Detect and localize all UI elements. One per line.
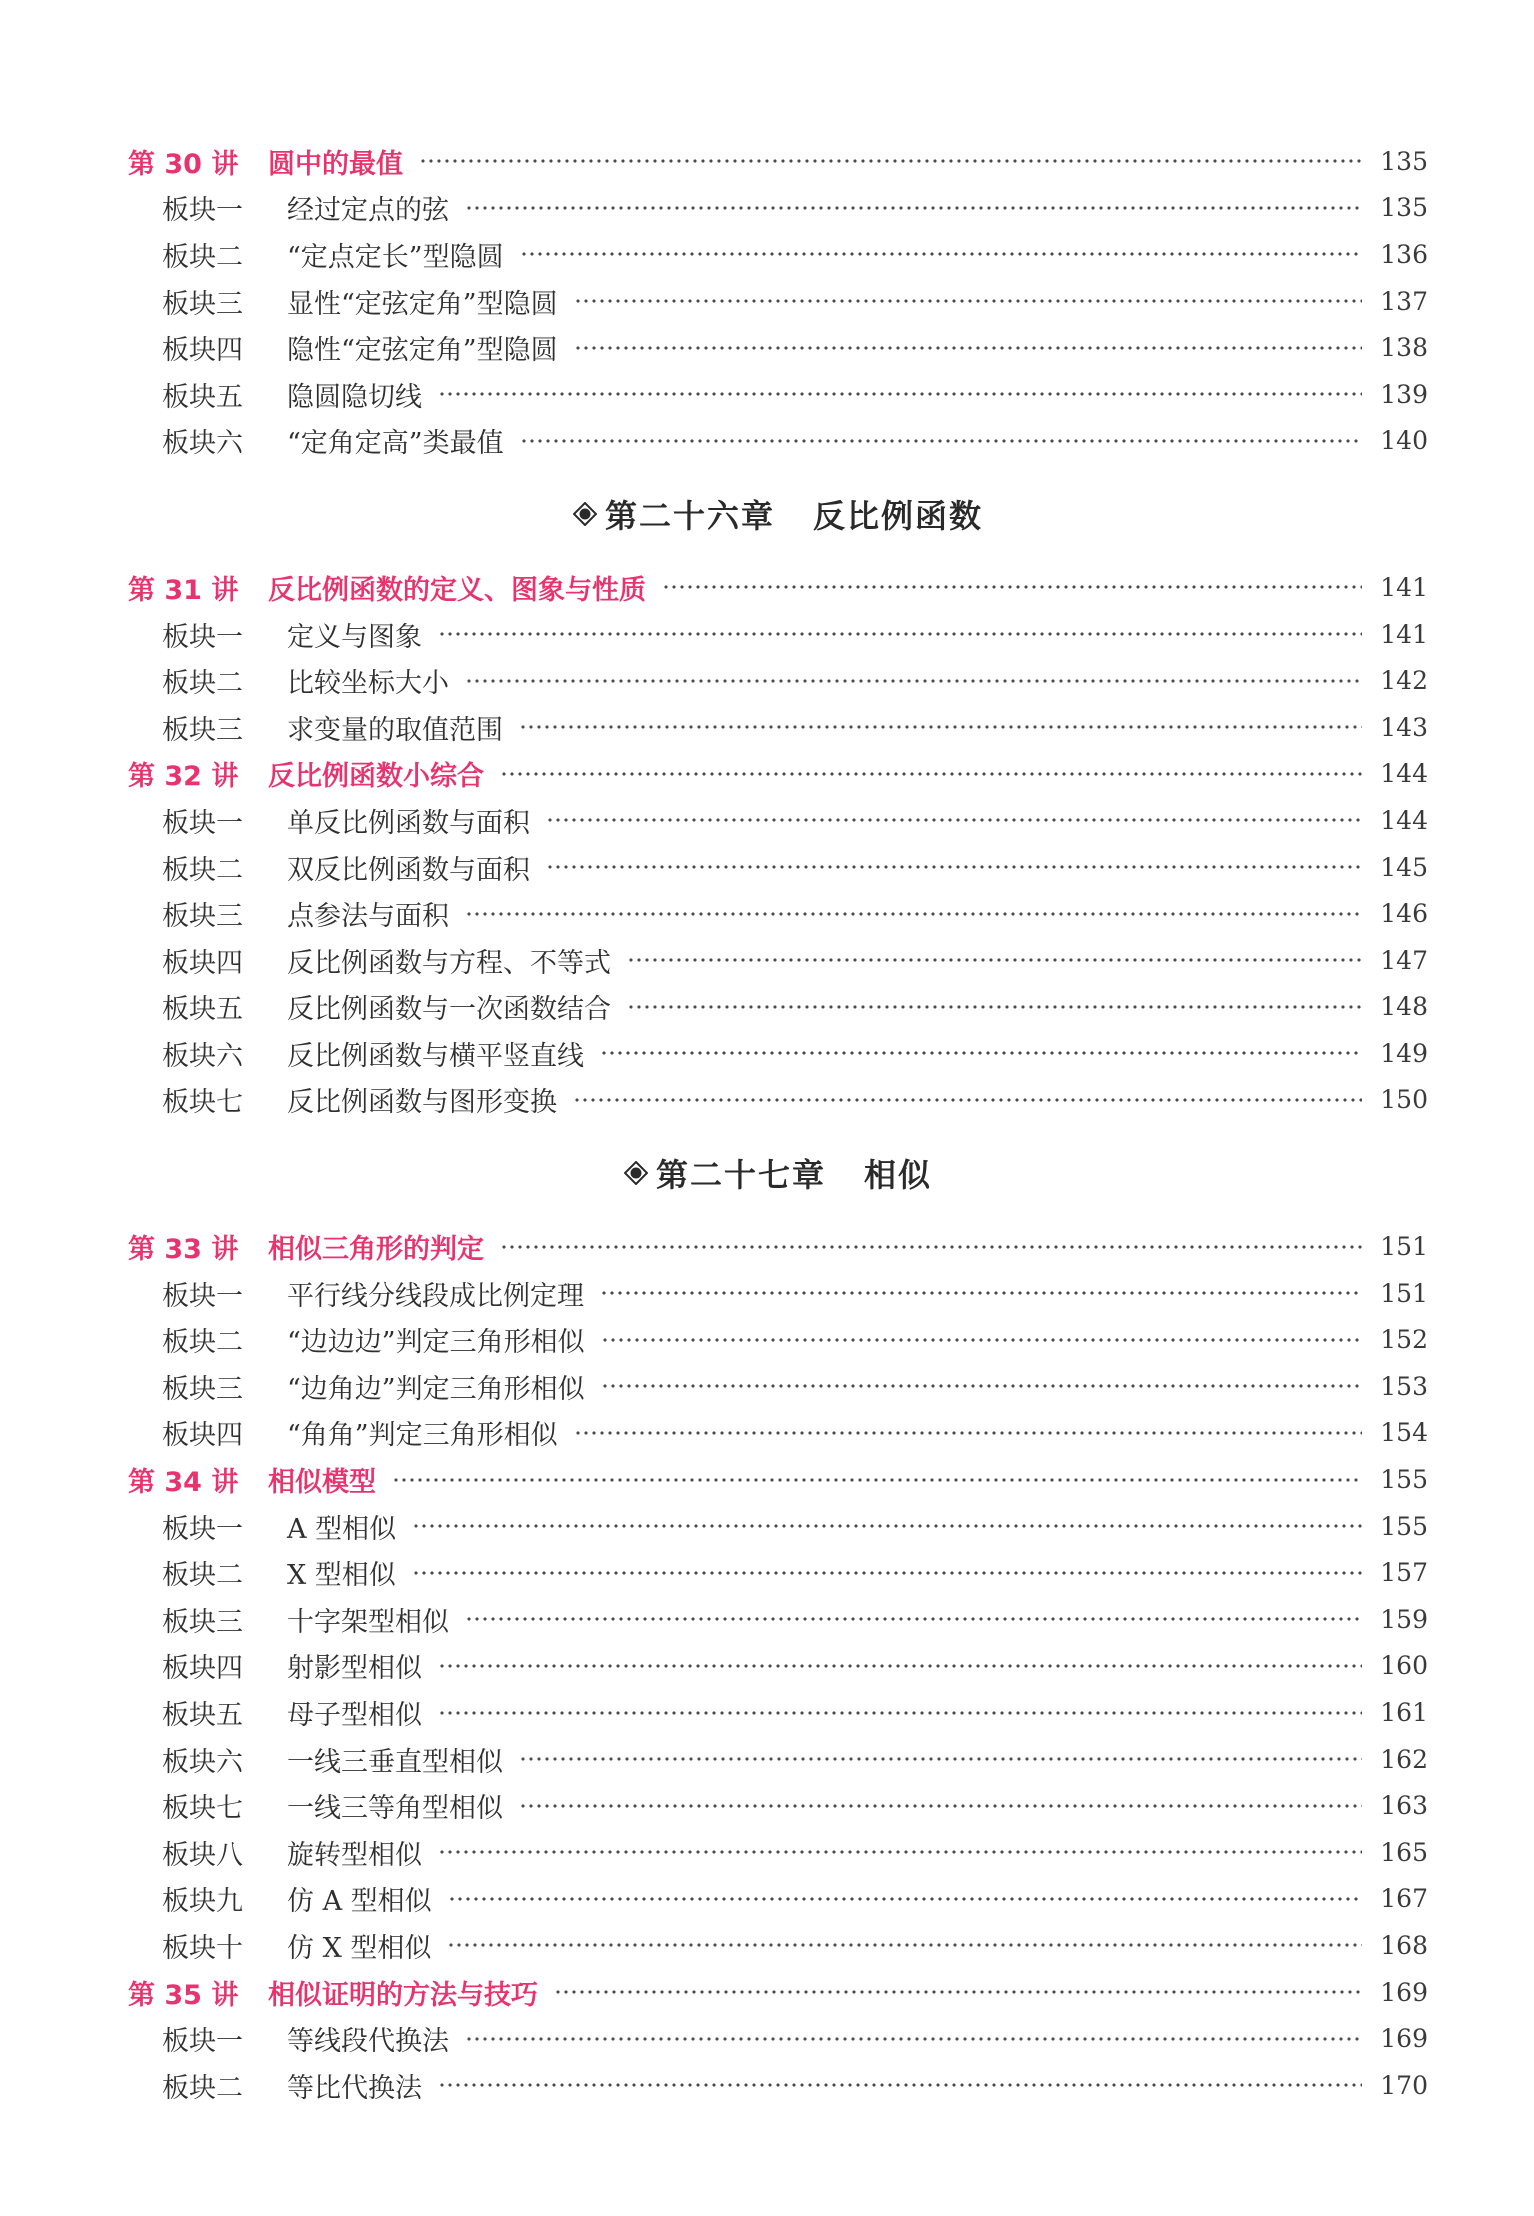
chapter-heading (128, 1123, 1428, 1223)
block-title: 等线段代换法 (287, 2026, 449, 2058)
block-title: 一线三等角型相似 (287, 1793, 503, 1825)
lecture-label: 第 32 讲 (128, 761, 239, 793)
block-title: 双反比例函数与面积 (287, 854, 530, 886)
dot-leader (438, 2083, 1362, 2087)
block-entry[interactable] (128, 1549, 1428, 1596)
page-number: 151 (1380, 1278, 1428, 1308)
dot-leader (519, 1757, 1362, 1761)
block-title: 母子型相似 (287, 1700, 422, 1732)
page-number: 169 (1380, 1977, 1428, 2007)
lecture-title: 相似证明的方法与技巧 (268, 1979, 538, 2011)
dot-leader (519, 1804, 1362, 1808)
block-label: 板块二 (162, 2072, 243, 2104)
block-label: 板块九 (162, 1886, 243, 1918)
page-number: 160 (1380, 1651, 1428, 1681)
page-number: 153 (1380, 1371, 1428, 1401)
block-label: 板块五 (162, 381, 243, 413)
block-title: 一线三垂直型相似 (287, 1746, 503, 1778)
page-number: 155 (1380, 1511, 1428, 1541)
block-entry[interactable] (128, 1689, 1428, 1736)
lecture-title: 圆中的最值 (268, 148, 403, 180)
dot-leader (600, 1291, 1362, 1295)
block-entry[interactable] (128, 1030, 1428, 1077)
diamond-bullet-icon (624, 1161, 648, 1185)
block-title: 旋转型相似 (287, 1839, 422, 1871)
block-title: 仿 A 型相似 (287, 1886, 432, 1918)
lecture-label: 第 33 讲 (128, 1234, 239, 1266)
page-number: 162 (1380, 1744, 1428, 1774)
lecture-label: 第 34 讲 (128, 1467, 239, 1499)
block-title: “边边边”判定三角形相似 (287, 1327, 585, 1359)
page-number: 165 (1380, 1837, 1428, 1867)
page-number: 169 (1380, 2024, 1428, 2054)
block-entry[interactable] (128, 890, 1428, 937)
block-label: 板块三 (162, 1373, 243, 1405)
page-number: 135 (1380, 146, 1428, 176)
block-label: 板块四 (162, 947, 243, 979)
block-label: 板块六 (162, 428, 243, 460)
dot-leader (519, 725, 1362, 729)
block-label: 板块三 (162, 288, 243, 320)
block-title: “定角定高”类最值 (287, 428, 504, 460)
table-of-contents (128, 138, 1428, 2109)
block-label: 板块六 (162, 1746, 243, 1778)
dot-leader (500, 772, 1362, 776)
block-title: 平行线分线段成比例定理 (287, 1280, 584, 1312)
block-label: 板块六 (162, 1040, 243, 1072)
page-number: 146 (1380, 899, 1428, 929)
block-entry[interactable] (128, 1829, 1428, 1876)
block-title: 隐圆隐切线 (287, 381, 422, 413)
block-title: 反比例函数与横平竖直线 (287, 1040, 584, 1072)
dot-leader (465, 912, 1362, 916)
lecture-entry[interactable] (128, 1456, 1428, 1503)
page-number: 144 (1380, 805, 1428, 835)
dot-leader (412, 1571, 1362, 1575)
block-title: 定义与图象 (287, 621, 422, 653)
chapter-name: 相似 (864, 1156, 933, 1195)
page-number: 161 (1380, 1698, 1428, 1728)
lecture-title: 相似模型 (268, 1467, 376, 1499)
dot-leader (627, 958, 1362, 962)
page-number: 154 (1380, 1418, 1428, 1448)
page-number: 142 (1380, 666, 1428, 696)
dot-leader (554, 1990, 1362, 1994)
block-entry[interactable] (128, 611, 1428, 658)
dot-leader (662, 585, 1362, 589)
block-entry[interactable] (128, 1876, 1428, 1923)
block-label: 板块一 (162, 1513, 243, 1545)
page-number: 141 (1380, 572, 1428, 602)
block-title: 等比代换法 (287, 2072, 422, 2104)
block-title: 反比例函数与方程、不等式 (287, 947, 611, 979)
page-number: 152 (1380, 1325, 1428, 1355)
dot-leader (574, 346, 1362, 350)
dot-leader (412, 1524, 1362, 1528)
block-entry[interactable] (128, 418, 1428, 465)
dot-leader (465, 2037, 1362, 2041)
chapter-number: 第二十七章 (655, 1156, 826, 1195)
block-entry[interactable] (128, 278, 1428, 325)
dot-leader (438, 1711, 1362, 1715)
block-entry[interactable] (128, 1316, 1428, 1363)
dot-leader (438, 632, 1362, 636)
block-entry[interactable] (128, 657, 1428, 704)
block-label: 板块一 (162, 621, 243, 653)
dot-leader (520, 439, 1362, 443)
block-label: 板块一 (162, 195, 243, 227)
dot-leader (438, 1850, 1362, 1854)
block-title: “边角边”判定三角形相似 (287, 1373, 585, 1405)
block-entry[interactable] (128, 1643, 1428, 1690)
block-title: 十字架型相似 (287, 1606, 449, 1638)
dot-leader (465, 1617, 1362, 1621)
block-title: 比较坐标大小 (287, 668, 449, 700)
page-number: 151 (1380, 1232, 1428, 1262)
block-title: 单反比例函数与面积 (287, 807, 530, 839)
block-entry[interactable] (128, 1503, 1428, 1550)
block-entry[interactable] (128, 937, 1428, 984)
dot-leader (627, 1005, 1362, 1009)
lecture-entry[interactable] (128, 564, 1428, 611)
chapter-number: 第二十六章 (604, 497, 775, 536)
block-label: 板块八 (162, 1839, 243, 1871)
block-label: 板块十 (162, 1932, 243, 1964)
block-title: 隐性“定弦定角”型隐圆 (287, 335, 558, 367)
block-title: 显性“定弦定角”型隐圆 (287, 288, 558, 320)
page-number: 148 (1380, 992, 1428, 1022)
dot-leader (447, 1943, 1362, 1947)
block-entry[interactable] (128, 324, 1428, 371)
page-number: 168 (1380, 1930, 1428, 1960)
block-entry[interactable] (128, 984, 1428, 1031)
dot-leader (546, 865, 1362, 869)
block-entry[interactable] (128, 844, 1428, 891)
page-number: 155 (1380, 1465, 1428, 1495)
block-label: 板块四 (162, 335, 243, 367)
block-title: 反比例函数与图形变换 (287, 1087, 557, 1119)
lecture-title: 相似三角形的判定 (268, 1234, 484, 1266)
block-entry[interactable] (128, 704, 1428, 751)
block-title: 经过定点的弦 (287, 195, 449, 227)
dot-leader (465, 206, 1362, 210)
dot-leader (448, 1897, 1362, 1901)
block-label: 板块二 (162, 854, 243, 886)
block-label: 板块一 (162, 807, 243, 839)
block-title: 仿 X 型相似 (287, 1932, 432, 1964)
dot-leader (392, 1478, 1362, 1482)
page-number: 170 (1380, 2070, 1428, 2100)
page-number: 136 (1380, 239, 1428, 269)
block-entry[interactable] (128, 1270, 1428, 1317)
lecture-label: 第 35 讲 (128, 1979, 239, 2011)
block-entry[interactable] (128, 1363, 1428, 1410)
lecture-title: 反比例函数小综合 (268, 761, 484, 793)
page-number: 163 (1380, 1791, 1428, 1821)
page-number: 138 (1380, 333, 1428, 363)
block-label: 板块二 (162, 1560, 243, 1592)
block-entry[interactable] (128, 231, 1428, 278)
lecture-entry[interactable] (128, 1223, 1428, 1270)
block-label: 板块二 (162, 241, 243, 273)
block-entry[interactable] (128, 2015, 1428, 2062)
block-title: A 型相似 (287, 1513, 397, 1545)
dot-leader (601, 1338, 1362, 1342)
block-entry[interactable] (128, 371, 1428, 418)
page-number: 139 (1380, 379, 1428, 409)
page-number: 135 (1380, 193, 1428, 223)
dot-leader (601, 1384, 1362, 1388)
chapter-heading (128, 464, 1428, 564)
dot-leader (438, 1664, 1362, 1668)
block-label: 板块七 (162, 1087, 243, 1119)
page-number: 167 (1380, 1884, 1428, 1914)
block-label: 板块五 (162, 1700, 243, 1732)
page-number: 147 (1380, 945, 1428, 975)
page-number: 144 (1380, 759, 1428, 789)
block-entry[interactable] (128, 185, 1428, 232)
block-title: 点参法与面积 (287, 901, 449, 933)
block-title: X 型相似 (287, 1560, 396, 1592)
block-entry[interactable] (128, 1077, 1428, 1124)
block-title: 反比例函数与一次函数结合 (287, 994, 611, 1026)
dot-leader (574, 1431, 1362, 1435)
block-entry[interactable] (128, 1736, 1428, 1783)
dot-leader (600, 1051, 1362, 1055)
page-number: 157 (1380, 1558, 1428, 1588)
block-entry[interactable] (128, 1410, 1428, 1457)
block-label: 板块一 (162, 2026, 243, 2058)
block-title: “定点定长”型隐圆 (287, 241, 504, 273)
page-number: 137 (1380, 286, 1428, 316)
lecture-entry[interactable] (128, 138, 1428, 185)
block-title: 求变量的取值范围 (287, 714, 503, 746)
lecture-entry[interactable] (128, 1969, 1428, 2016)
block-entry[interactable] (128, 797, 1428, 844)
page-number: 140 (1380, 426, 1428, 456)
block-label: 板块四 (162, 1420, 243, 1452)
dot-leader (465, 679, 1362, 683)
chapter-name: 反比例函数 (813, 497, 984, 536)
dot-leader (438, 392, 1362, 396)
lecture-title: 反比例函数的定义、图象与性质 (268, 574, 646, 606)
page-number: 141 (1380, 619, 1428, 649)
page-number: 145 (1380, 852, 1428, 882)
block-label: 板块三 (162, 714, 243, 746)
block-title: “角角”判定三角形相似 (287, 1420, 558, 1452)
block-label: 板块二 (162, 1327, 243, 1359)
lecture-label: 第 30 讲 (128, 148, 239, 180)
dot-leader (419, 159, 1362, 163)
dot-leader (574, 299, 1362, 303)
block-title: 射影型相似 (287, 1653, 422, 1685)
block-label: 板块三 (162, 1606, 243, 1638)
page-number: 143 (1380, 712, 1428, 742)
dot-leader (520, 252, 1362, 256)
page-number: 149 (1380, 1038, 1428, 1068)
lecture-entry[interactable] (128, 751, 1428, 798)
page-number: 159 (1380, 1604, 1428, 1634)
block-label: 板块二 (162, 668, 243, 700)
dot-leader (546, 818, 1362, 822)
dot-leader (500, 1245, 1362, 1249)
block-entry[interactable] (128, 2062, 1428, 2109)
block-entry[interactable] (128, 1922, 1428, 1969)
lecture-label: 第 31 讲 (128, 574, 239, 606)
block-label: 板块三 (162, 901, 243, 933)
block-entry[interactable] (128, 1596, 1428, 1643)
block-label: 板块七 (162, 1793, 243, 1825)
block-entry[interactable] (128, 1782, 1428, 1829)
page-number: 150 (1380, 1085, 1428, 1115)
block-label: 板块一 (162, 1280, 243, 1312)
dot-leader (573, 1098, 1362, 1102)
block-label: 板块五 (162, 994, 243, 1026)
diamond-bullet-icon (573, 502, 597, 526)
block-label: 板块四 (162, 1653, 243, 1685)
